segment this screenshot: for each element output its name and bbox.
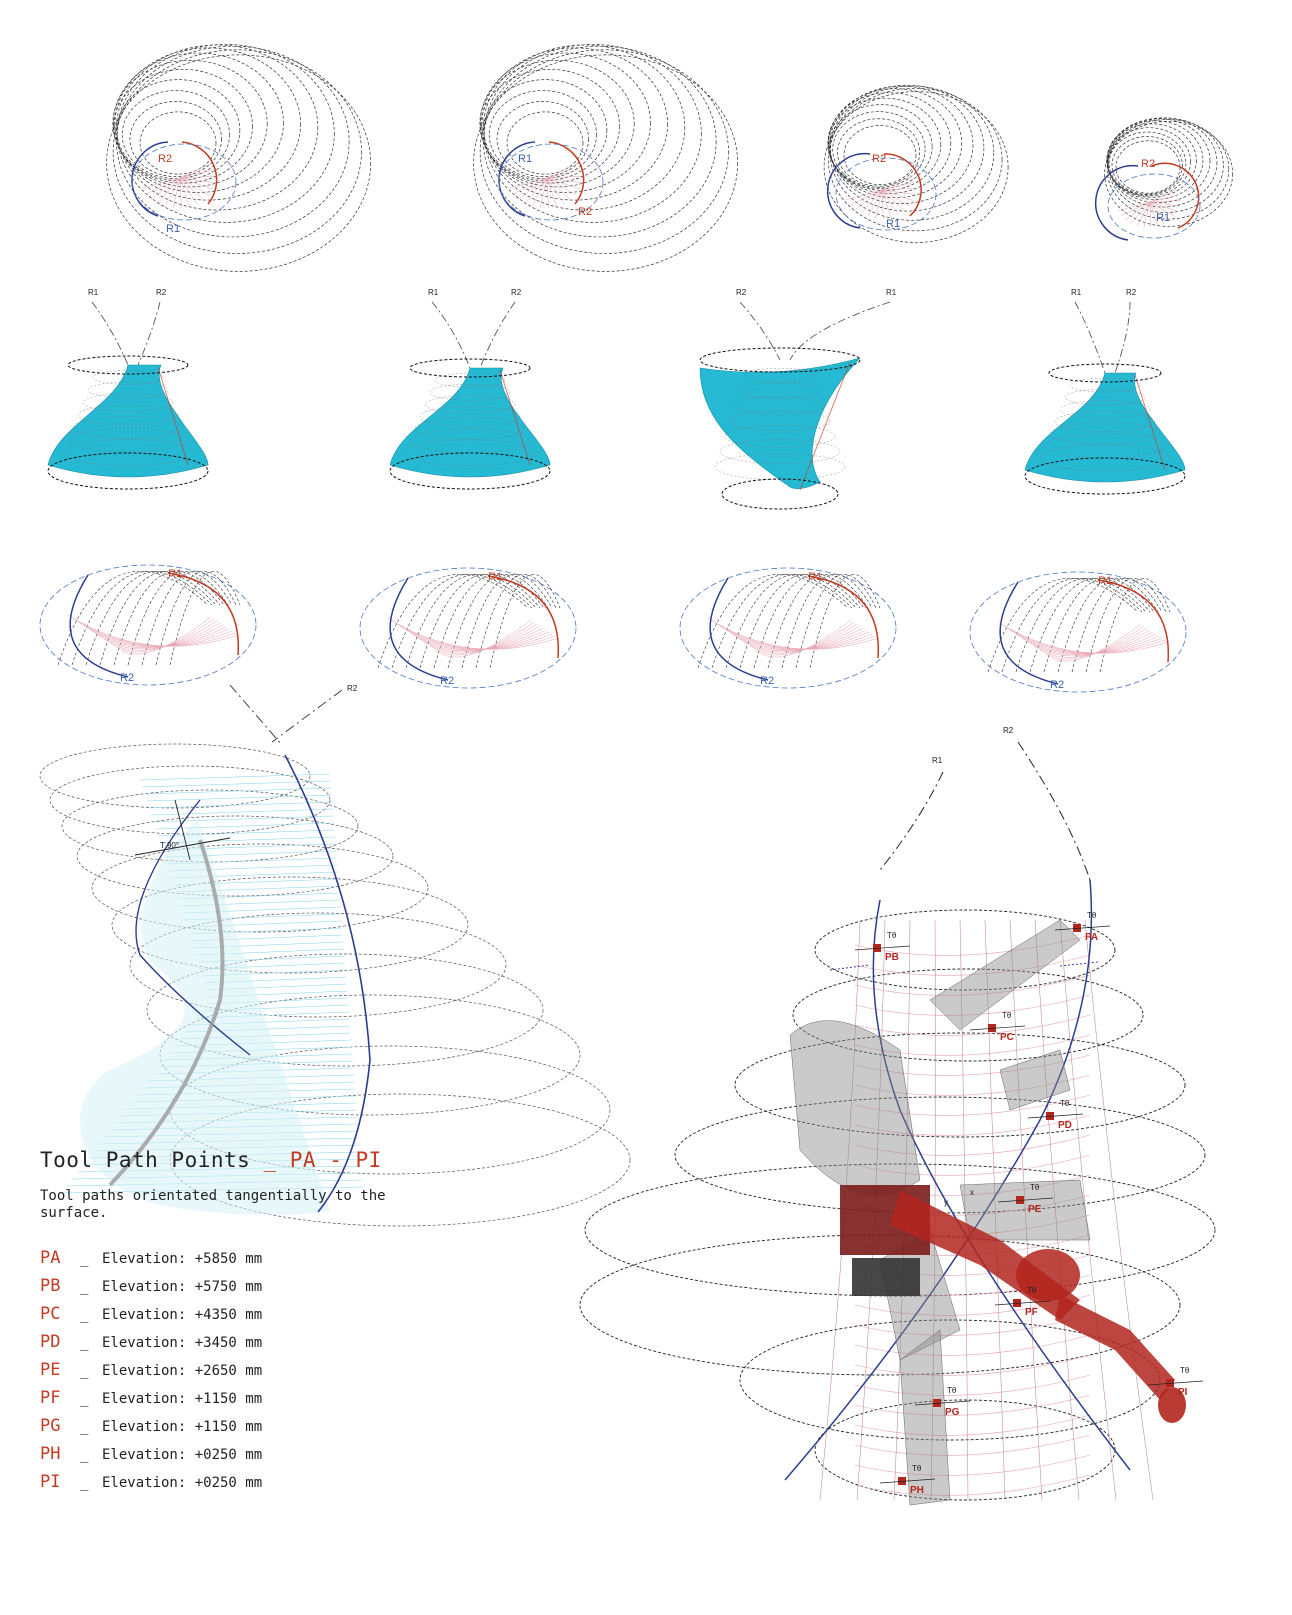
rib-line [436, 622, 534, 655]
legend-entry-elevation: Elevation: +2650 mm [102, 1363, 263, 1379]
tool-point-label: PA [1085, 932, 1099, 943]
r1-curve [70, 575, 128, 677]
guide-circle [484, 44, 701, 222]
outer-ellipse [970, 572, 1186, 692]
guide-arc [434, 574, 544, 668]
legend-title [40, 1148, 480, 1172]
axis-curve-r1 [92, 302, 128, 365]
guide-circle [117, 44, 334, 222]
top-view-study-2 [474, 44, 738, 271]
tool-angle-label: Tθ [947, 1386, 957, 1395]
tool-point-label: PC [1000, 1032, 1014, 1043]
r2-curve [488, 576, 558, 658]
axis-label: R2 [1126, 288, 1137, 297]
guide-arc [1072, 578, 1162, 672]
legend-entry-separator: _ [80, 1279, 89, 1295]
guide-arc [72, 571, 212, 665]
curve-label: R1 [168, 568, 183, 580]
legend-title-range: PA - PI [289, 1148, 382, 1172]
curve-label: R1 [166, 223, 181, 235]
rib-line [855, 1395, 1090, 1415]
axis-label: x [970, 1188, 974, 1197]
direction-arrow [1060, 962, 1098, 966]
legend-entries [40, 1244, 480, 1496]
axis-curve-r1 [880, 772, 943, 870]
top-view-studies-row [107, 44, 1233, 271]
axis-curve-r1 [740, 302, 780, 360]
curve-label: R2 [1050, 679, 1065, 691]
robot-ghost-part [790, 1021, 920, 1195]
guide-arc [712, 574, 852, 668]
tool-angle-label: Tθ [1087, 911, 1097, 920]
legend-title-separator: _ [263, 1148, 277, 1172]
legend-entry-elevation: Elevation: +3450 mm [102, 1335, 263, 1351]
rib-line [855, 1355, 1090, 1375]
legend-entry [40, 1328, 480, 1356]
legend-entry-point: PC [40, 1304, 61, 1324]
rib-line [855, 1435, 1090, 1455]
outer-ellipse [360, 568, 576, 688]
guide-circle [830, 86, 973, 203]
rib-line [180, 178, 181, 208]
legend-entry-elevation: Elevation: +1150 mm [102, 1391, 263, 1407]
tangent-line [1028, 1114, 1083, 1118]
rib-line [756, 622, 854, 655]
curve-label: R2 [440, 675, 455, 687]
rib-line [547, 178, 548, 208]
legend-entry-elevation: Elevation: +0250 mm [102, 1447, 263, 1463]
legend-entry-point: PG [40, 1416, 61, 1436]
legend-title-text: Tool Path Points [40, 1148, 251, 1172]
oblique-study-4 [970, 572, 1186, 692]
rib-line [855, 1415, 1090, 1435]
curve-label: R1 [518, 153, 533, 165]
rib-line [855, 1335, 1090, 1355]
guide-arc [698, 574, 848, 668]
rib-line [142, 178, 180, 188]
guide-arc [476, 574, 556, 668]
curve-label: R2 [1141, 158, 1156, 170]
ruled-surface [700, 358, 860, 489]
tool-point-label: PG [945, 1407, 960, 1418]
tool-path-legend [40, 1148, 480, 1496]
legend-entry-point: PE [40, 1360, 61, 1380]
curve-label: R1 [808, 571, 823, 583]
tool-angle-label: Tθ [1180, 1366, 1190, 1375]
r1-curve [1000, 582, 1058, 684]
guide-arc [406, 574, 536, 668]
guide-arc [726, 574, 856, 668]
mesh-line [1085, 920, 1153, 1500]
surface-perspective-2 [390, 288, 550, 489]
axis-label: R1 [886, 288, 897, 297]
curve-label: R2 [872, 153, 887, 165]
legend-entry [40, 1440, 480, 1468]
top-view-study-4 [1096, 118, 1233, 240]
guide-arc [114, 571, 224, 665]
axis-curve-r2 [138, 302, 160, 365]
tool-angle-label: Tθ [1030, 1183, 1040, 1192]
axis-label: R1 [1071, 288, 1082, 297]
tool-angle-label: T 90° [160, 841, 180, 850]
tool-angle-label: Tθ [1002, 1011, 1012, 1020]
guide-arc [58, 571, 208, 665]
r2-curve [808, 576, 878, 658]
guide-circle [484, 45, 685, 210]
guide-circle [130, 101, 222, 176]
legend-entry-separator: _ [80, 1447, 89, 1463]
guide-circle [140, 112, 216, 174]
bottom-ellipse [722, 479, 838, 509]
axis-label: R1 [428, 288, 439, 297]
axis-label: R2 [1003, 726, 1014, 735]
tool-point-label: PH [910, 1485, 924, 1496]
curve-label: R2 [760, 675, 775, 687]
guide-circle [1108, 118, 1217, 207]
curve-label: R2 [578, 206, 593, 218]
tool-angle-label: Tθ [1060, 1099, 1070, 1108]
guide-arc [86, 571, 216, 665]
legend-entry-separator: _ [80, 1335, 89, 1351]
legend-entry-elevation: Elevation: +5750 mm [102, 1279, 263, 1295]
axis-label: R1 [88, 288, 99, 297]
oblique-study-2 [360, 568, 576, 688]
axis-label: R2 [347, 684, 358, 693]
legend-entry-elevation: Elevation: +1150 mm [102, 1419, 263, 1435]
legend-entry-point: PH [40, 1444, 61, 1464]
tool-angle-label: Tθ [887, 931, 897, 940]
r2-curve [168, 573, 238, 655]
guide-arc [796, 574, 876, 668]
rib-line [882, 190, 883, 219]
axis-label: R1 [932, 756, 943, 765]
axis-curve-r1 [432, 302, 470, 368]
tool-angle-label: Tθ [912, 1464, 922, 1473]
guide-arc [768, 574, 868, 668]
guide-arc [142, 571, 232, 665]
large-hyperboloid-study [40, 684, 630, 1226]
guide-arc [392, 574, 532, 668]
guide-circle [833, 112, 925, 188]
axis-curve-r2 [480, 302, 515, 368]
guide-arc [462, 574, 552, 668]
tool-point-label: PB [885, 952, 899, 963]
r1-curve [710, 578, 768, 680]
outer-ellipse [40, 565, 256, 685]
guide-circle [497, 101, 589, 176]
guide-arc [448, 574, 548, 668]
tool-point-label: PE [1028, 1204, 1042, 1215]
curve-label: R1 [488, 571, 503, 583]
axis-line-r1 [230, 685, 282, 745]
direction-arrow [830, 965, 870, 970]
rib-line [116, 619, 214, 652]
section-ellipse [77, 816, 393, 896]
surface-perspective-1 [48, 288, 208, 489]
axis-line-r2 [272, 690, 342, 742]
legend-entry [40, 1244, 480, 1272]
rib-line [855, 1455, 1090, 1475]
legend-entry-separator: _ [80, 1419, 89, 1435]
robot-elbow [1016, 1249, 1080, 1301]
axis-curve-r2 [790, 302, 890, 360]
guide-arc [1016, 578, 1146, 672]
legend-entry-elevation: Elevation: +4350 mm [102, 1307, 263, 1323]
rib-line [855, 1475, 1090, 1495]
guide-arc [782, 574, 872, 668]
surface-perspective-3 [700, 288, 897, 509]
axis-curve-r2 [1018, 742, 1090, 880]
rib-line [855, 1375, 1090, 1395]
legend-entry-separator: _ [80, 1307, 89, 1323]
legend-entry-separator: _ [80, 1391, 89, 1407]
tool-point-label: PD [1058, 1120, 1072, 1131]
axis-label: R2 [511, 288, 522, 297]
robot-ghost-part [900, 1330, 950, 1505]
tangent-line [970, 1026, 1025, 1030]
legend-entry-separator: _ [80, 1475, 89, 1491]
surface-perspectives-row [48, 288, 1185, 509]
r1-curve [390, 578, 448, 680]
legend-entry-point: PF [40, 1388, 61, 1408]
guide-arc [1002, 578, 1142, 672]
robot-pedestal [852, 1258, 920, 1296]
curve-label: R1 [886, 218, 901, 230]
guide-arc [128, 571, 228, 665]
guide-circle [117, 45, 318, 210]
guide-arc [1030, 578, 1150, 672]
legend-description: Tool paths orientated tangentially to the surface. [40, 1188, 386, 1221]
guide-arc [378, 574, 528, 668]
legend-entry-separator: _ [80, 1363, 89, 1379]
axis-label: R2 [156, 288, 167, 297]
curve-label: R1 [1098, 575, 1113, 587]
guide-arc [740, 574, 860, 668]
legend-entry [40, 1356, 480, 1384]
tool-point-label: PI [1178, 1387, 1188, 1398]
axis-label: R2 [736, 288, 747, 297]
legend-entry [40, 1272, 480, 1300]
guide-circle [1108, 119, 1210, 203]
rib-line [855, 1315, 1090, 1335]
legend-entry-elevation: Elevation: +0250 mm [102, 1475, 263, 1491]
curve-label: R1 [1156, 212, 1171, 224]
mesh-line [142, 781, 330, 787]
guide-arc [1058, 578, 1158, 672]
legend-entry [40, 1384, 480, 1412]
r1-curve [1096, 166, 1138, 240]
guide-arc [988, 578, 1138, 672]
legend-entry-point: PA [40, 1248, 61, 1268]
guide-arc [420, 574, 540, 668]
guide-arc [754, 574, 864, 668]
legend-entry-point: PI [40, 1472, 61, 1492]
guide-arc [1044, 578, 1154, 672]
top-view-study-3 [824, 85, 1008, 242]
legend-entry [40, 1412, 480, 1440]
legend-entry-point: PD [40, 1332, 61, 1352]
rib-line [1046, 626, 1144, 659]
legend-entry-separator: _ [80, 1251, 89, 1267]
legend-entry-elevation: Elevation: +5850 mm [102, 1251, 263, 1267]
legend-entry-point: PB [40, 1276, 61, 1296]
section-ellipse [62, 790, 358, 862]
curve-label: R2 [158, 153, 173, 165]
guide-circle [1107, 119, 1229, 219]
rib-line [1150, 190, 1176, 202]
axis-curve-r1 [1075, 302, 1105, 373]
tool-angle-label: Tθ [1027, 1286, 1037, 1295]
section-ellipse [50, 766, 330, 834]
oblique-studies-row [40, 565, 1186, 692]
guide-circle [830, 85, 983, 211]
axis-curve-r2 [1115, 302, 1130, 373]
legend-entry [40, 1300, 480, 1328]
tool-point-label: PF [1025, 1307, 1038, 1318]
robot-tool-path-study [580, 726, 1215, 1505]
surface-perspective-4 [1025, 288, 1185, 494]
axis-label: y [944, 1198, 948, 1207]
guide-arc [156, 571, 236, 665]
oblique-study-1 [40, 565, 256, 685]
r2-curve [1098, 580, 1168, 662]
curve-label: R2 [120, 672, 135, 684]
oblique-study-3 [680, 568, 896, 688]
guide-arc [100, 571, 220, 665]
outer-ellipse [680, 568, 896, 688]
top-view-study-1 [107, 44, 371, 271]
guide-arc [1086, 578, 1166, 672]
legend-entry [40, 1468, 480, 1496]
rib-line [509, 178, 547, 188]
